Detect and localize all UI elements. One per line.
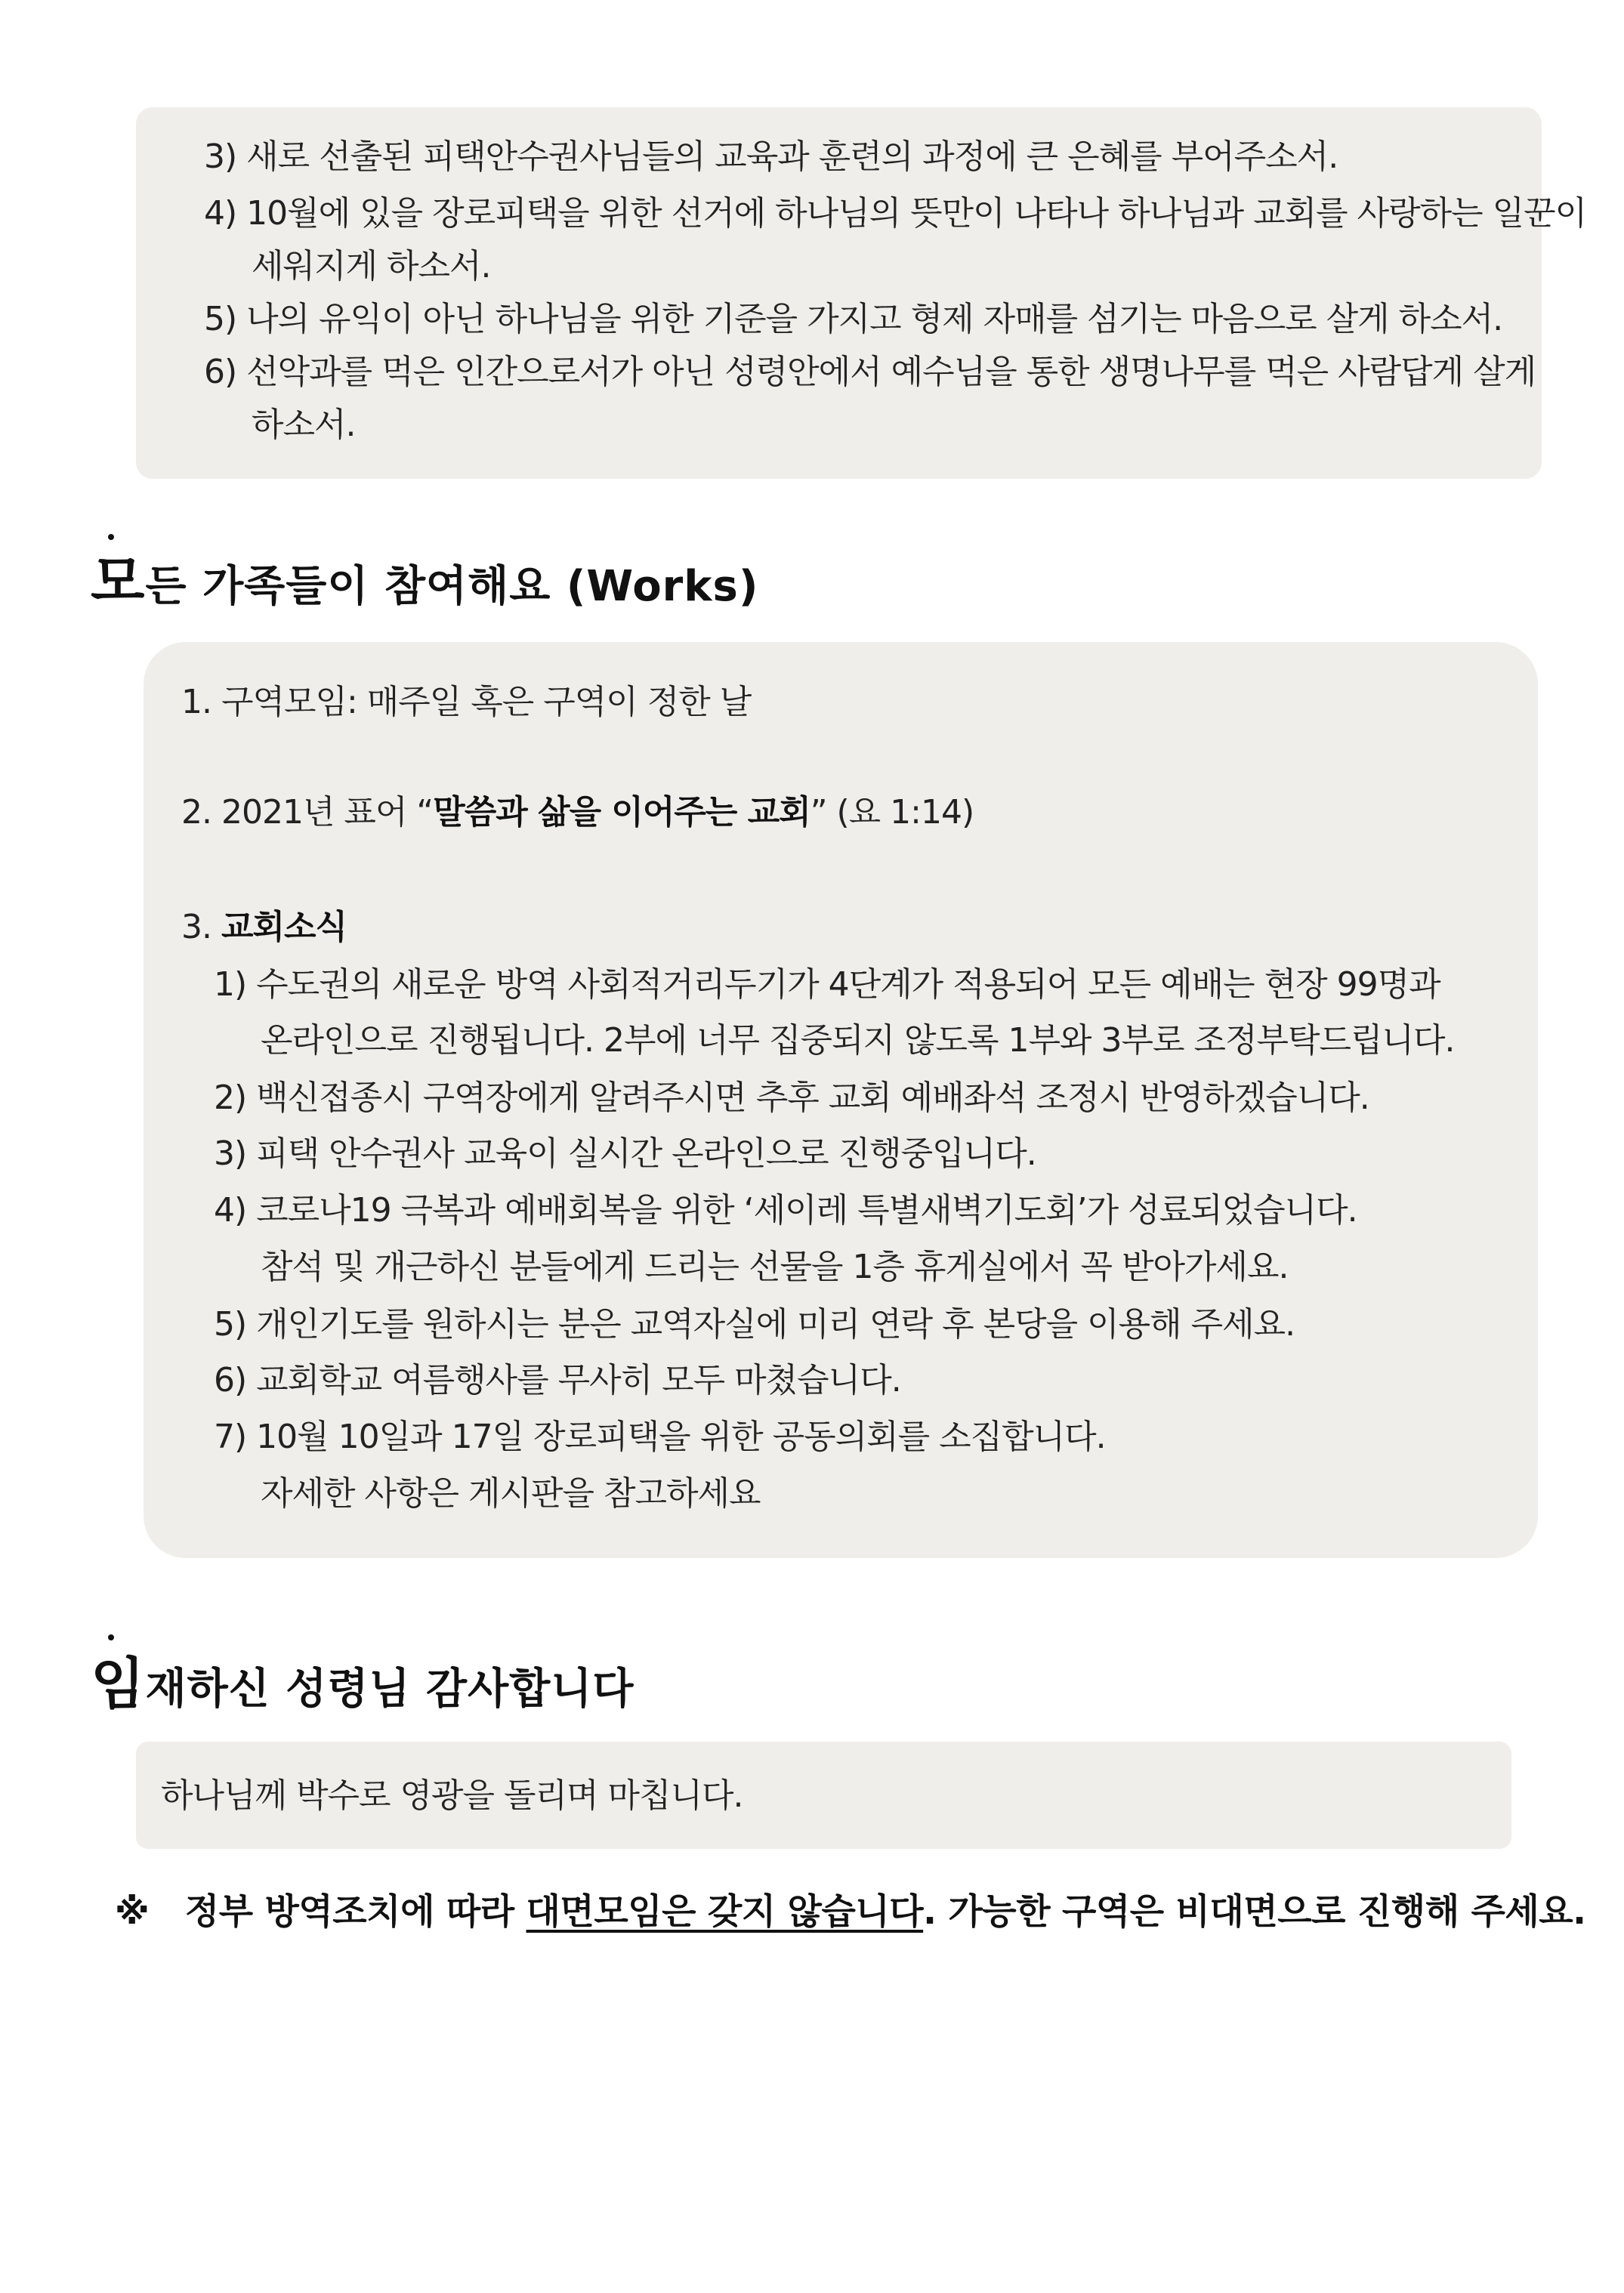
news-item-5: 5) 개인기도를 원하시는 분은 교역자실에 미리 연락 후 본당을 이용해 주세요. [214,1305,1295,1344]
news-item-7-cont: 자세한 사항은 게시판을 참고하세요 [261,1474,761,1513]
closing-text: 하나님께 박수로 영광을 돌리며 마칩니다. [161,1776,743,1815]
heading-dot [108,534,114,540]
news-item-6: 6) 교회학교 여름행사를 무사히 모두 마쳤습니다. [214,1361,901,1400]
works-item-2: 2. 2021년 표어 “말씀과 삶을 이어주는 교회” (요 1:14) [181,793,974,832]
reference-mark: ※ [115,1891,150,1933]
prayer-item-6-cont: 하소서. [252,406,356,444]
prayer-item-4: 4) 10월에 있을 장로피택을 위한 선거에 하나님의 뜻만이 나타나 하나님과 교회를 사랑하는 일꾼이 [204,194,1587,233]
news-item-1-cont: 온라인으로 진행됩니다. 2부에 너무 집중되지 않도록 1부와 3부로 조정부탁드립니다. [261,1021,1455,1060]
works-item-1: 1. 구역모임: 매주일 혹은 구역이 정한 날 [181,683,752,721]
news-item-3: 3) 피택 안수권사 교육이 실시간 온라인으로 진행중입니다. [214,1134,1036,1173]
notice-emphasis: 대면모임은 갖지 않습니다 [526,1891,924,1933]
works-item-3: 3. 교회소식 [181,908,347,946]
notice: ※ 정부 방역조치에 따라 대면모임은 갖지 않습니다. 가능한 구역은 비대면으로 진행해 주세요. [115,1891,1586,1933]
closing-heading [91,1652,634,1717]
closing-heading-rest: 재하신 성령님 감사합니다 [145,1665,634,1714]
news-item-4-cont: 참석 및 개근하신 분들에게 드리는 선물을 1층 휴게실에서 꼭 받아가세요. [261,1248,1289,1286]
news-item-1: 1) 수도권의 새로운 방역 사회적거리두기가 4단계가 적용되어 모든 예배는 현장 99명과 [214,965,1440,1004]
works-heading [91,549,759,614]
prayer-item-5: 5) 나의 유익이 아닌 하나님을 위한 기준을 가지고 형제 자매를 섬기는 마음으로 살게 하소서. [204,300,1503,338]
works-heading-rest: 든 가족들이 참여해요 (Works) [145,562,759,611]
heading-dot [108,1634,114,1640]
church-news-title: 교회소식 [221,908,347,946]
prayer-item-6: 6) 선악과를 먹은 인간으로서가 아닌 성령안에서 예수님을 통한 생명나무를 먹은 사람답게 살게 [204,353,1536,391]
prayer-item-3: 3) 새로 선출된 피택안수권사님들의 교육과 훈련의 과정에 큰 은혜를 부어주소서. [204,137,1338,176]
motto: 말씀과 삶을 이어주는 교회 [433,793,810,832]
news-item-4: 4) 코로나19 극복과 예배회복을 위한 ‘세이레 특별새벽기도회’가 성료되었습니다. [214,1191,1357,1230]
closing-heading-initial: 임 [91,1652,146,1717]
prayer-item-4-cont: 세워지게 하소서. [252,247,491,285]
works-heading-initial: 모 [91,549,146,614]
news-item-2: 2) 백신접종시 구역장에게 알려주시면 추후 교회 예배좌석 조정시 반영하겠습니다. [214,1079,1369,1117]
news-item-7: 7) 10월 10일과 17일 장로피택을 위한 공동의회를 소집합니다. [214,1418,1106,1456]
